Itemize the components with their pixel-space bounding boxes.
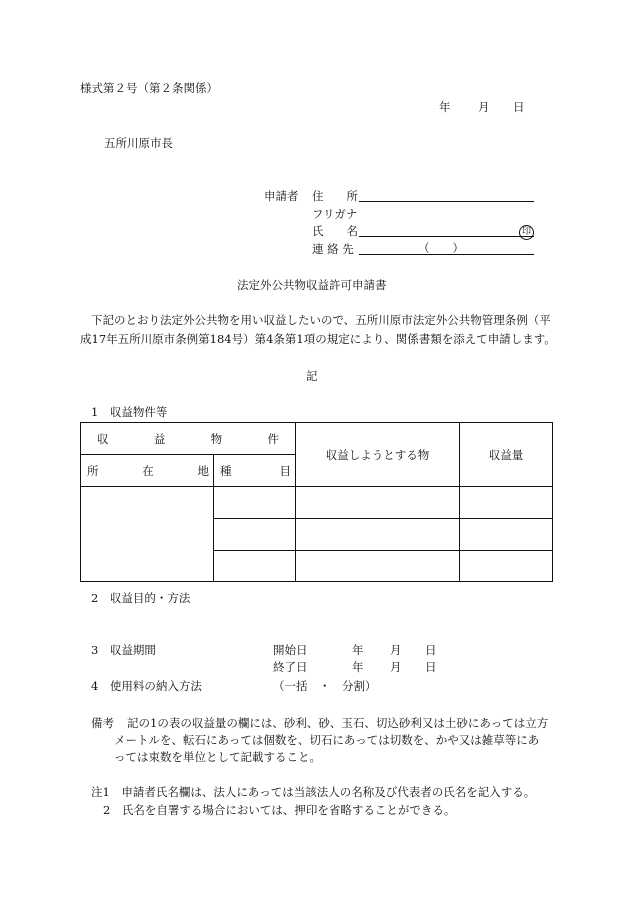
header-amount: 収益量 (460, 423, 553, 487)
note-1: 注1 申請者氏名欄は、法人にあっては当該法人の名称及び代表者の氏名を記入する。 (91, 785, 536, 799)
remarks-label: 備考 (91, 716, 114, 730)
header-object: 収益しようとする物 (296, 423, 460, 487)
end-month-label: 月 (390, 660, 402, 674)
header-type-cell (214, 455, 296, 487)
start-date-label: 開始日 (273, 643, 308, 657)
amount-cell[interactable] (460, 519, 553, 551)
start-day-label: 日 (425, 643, 437, 657)
payment-options: （一括 ・ 分割） (273, 679, 377, 693)
contact-label: 連 絡 先 (312, 242, 354, 256)
seal-mark (519, 223, 534, 240)
form-number: 様式第２号（第２条関係） (80, 81, 218, 95)
document-title: 法定外公共物収益許可申請書 (237, 278, 387, 292)
applicant-label: 申請者 (264, 189, 299, 203)
body-line-1: 下記のとおり法定外公共物を用い収益したいので、五所川原市法定外公共物管理条例（平 (91, 313, 551, 327)
date-month-label: 月 (478, 100, 490, 114)
section-1-title: 1 収益物件等 (91, 405, 168, 419)
name-label: 氏 名 (312, 224, 358, 238)
section-3-title: 3 収益期間 (91, 643, 156, 657)
header-location: 所 在 地 (87, 463, 209, 478)
type-cell[interactable] (214, 551, 296, 582)
date-year-label: 年 (439, 100, 451, 114)
section-4-title: 4 使用料の納入方法 (91, 679, 202, 693)
type-cell[interactable] (214, 487, 296, 519)
end-date-label: 終了日 (273, 660, 308, 674)
ki-heading: 記 (306, 369, 318, 383)
remarks-line-3: っては束数を単位として記載すること。 (114, 750, 321, 764)
remarks-line-1: 記の1の表の収益量の欄には、砂利、砂、玉石、切込砂利又は土砂にあっては立方 (127, 716, 549, 730)
addressee: 五所川原市長 (104, 136, 173, 150)
object-cell[interactable] (296, 519, 460, 551)
contact-parens: （ ） (418, 241, 464, 255)
header-type: 種 目 (220, 463, 291, 478)
amount-cell[interactable] (460, 551, 553, 582)
end-day-label: 日 (425, 660, 437, 674)
remarks-line-2: メートルを、転石にあっては個数を、切石にあっては切数を、かや又は雑草等にあ (114, 733, 540, 747)
end-year-label: 年 (352, 660, 364, 674)
address-label: 住 所 (312, 189, 358, 203)
property-table (80, 422, 553, 582)
table-row (81, 487, 553, 519)
seal-icon: 印 (519, 225, 534, 240)
type-cell[interactable] (214, 519, 296, 551)
section-2-title: 2 収益目的・方法 (91, 591, 191, 605)
furigana-label: フリガナ (312, 207, 358, 221)
body-line-2: 成17年五所川原市条例第184号）第4条第1項の規定により、関係書類を添えて申請します。 (80, 332, 556, 346)
name-field[interactable] (359, 236, 534, 237)
note-2: 2 氏名を自署する場合においては、押印を省略することができる。 (103, 803, 456, 817)
header-property: 収 益 物 件 (97, 431, 279, 446)
start-year-label: 年 (352, 643, 364, 657)
amount-cell[interactable] (460, 487, 553, 519)
date-day-label: 日 (513, 100, 525, 114)
location-cell[interactable] (81, 487, 214, 582)
object-cell[interactable] (296, 551, 460, 582)
header-property-cell (81, 423, 296, 455)
header-location-cell (81, 455, 214, 487)
address-field[interactable] (359, 201, 534, 202)
object-cell[interactable] (296, 487, 460, 519)
start-month-label: 月 (390, 643, 402, 657)
